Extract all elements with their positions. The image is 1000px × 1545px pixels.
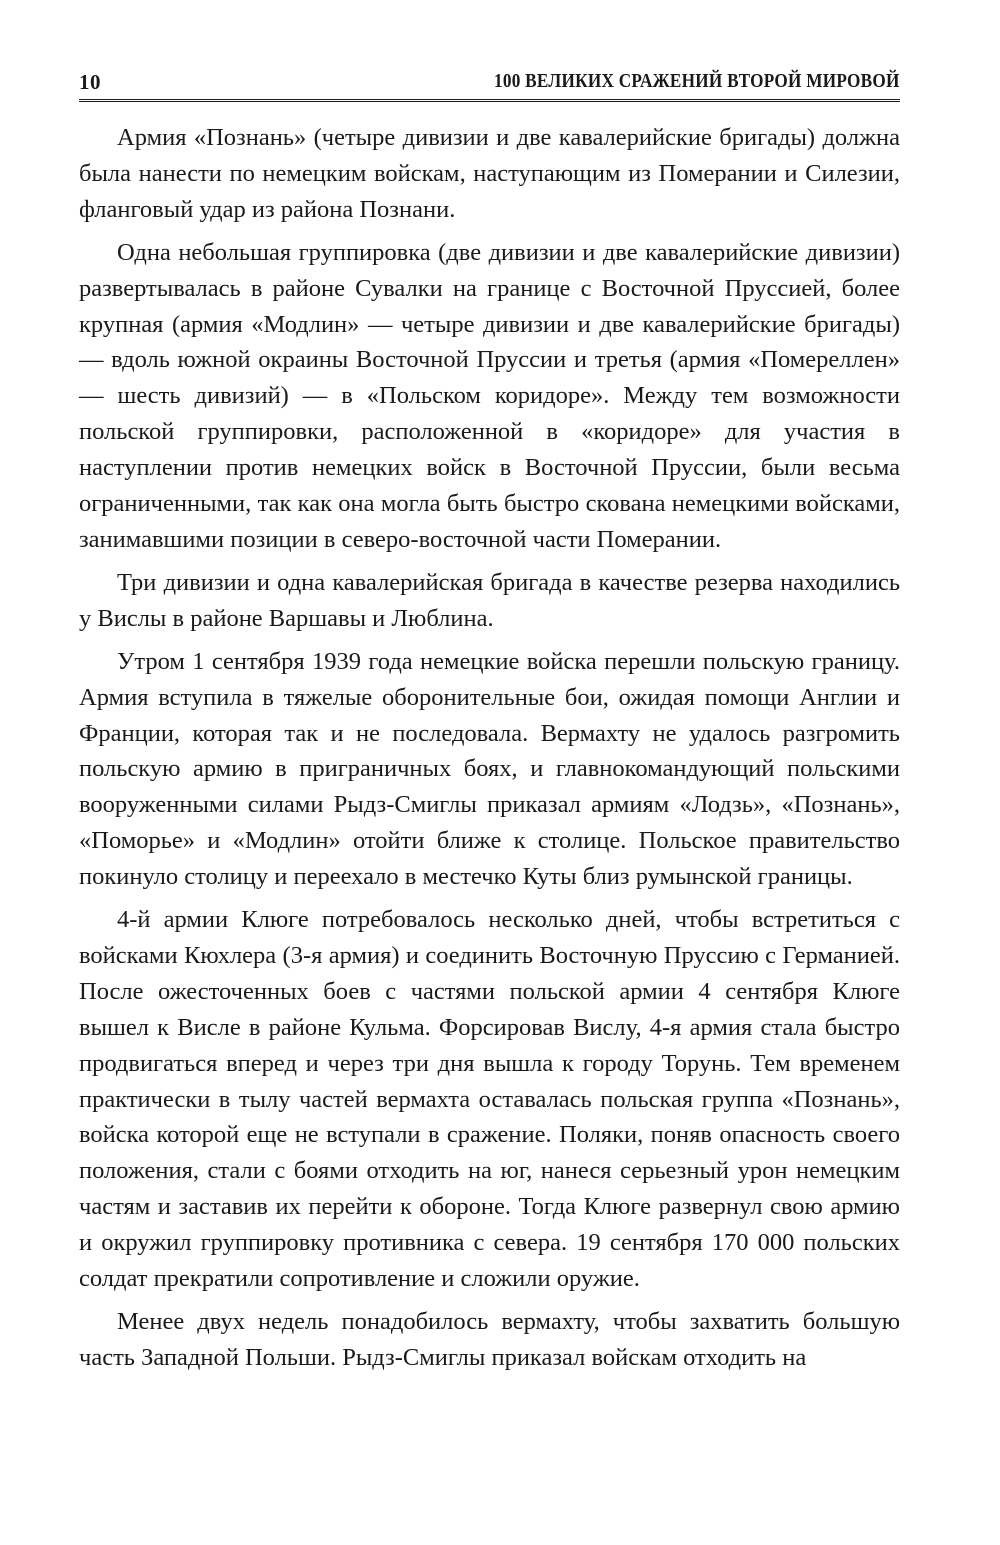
page-number: 10 [79, 70, 101, 94]
paragraph: 4-й армии Клюге потребовалось несколько дней, чтобы встретиться с войсками Кюхлера (3-я армия) и соединить Восточную Пруссию с Германией. После ожесточенных боев с частями польской армии 4 сентября Клюге вышел к Висле в районе Кульма. Форсировав Вислу, 4-я армия стала быстро продвигаться вперед и через три дня вышла к городу Торунь. Тем временем практически в тылу частей вермахта оставалась польская группа «Познань», войска которой еще не вступали в сражение. Поляки, поняв опасность своего положения, стали с боями отходить на юг, нанеся серьезный урон немецким частям и заставив их перейти к обороне. Тогда Клюге развернул свою армию и окружил группировку противника с севера. 19 сентября 170 000 польских солдат прекратили сопротивление и сложили оружие. [79, 906, 900, 1293]
book-page [79, 0, 900, 1545]
paragraph: Армия «Познань» (четыре дивизии и две кавалерийские бригады) должна была нанести по немецким войскам, наступающим из Померании и Силезии, фланговый удар из района Познани. [79, 124, 900, 223]
paragraph: Три дивизии и одна кавалерийская бригада в качестве резерва находились у Вислы в районе Варшавы и Люблина. [79, 568, 900, 632]
body-text [79, 120, 900, 1383]
book-title: 100 ВЕЛИКИХ СРАЖЕНИЙ ВТОРОЙ МИРОВОЙ [494, 70, 900, 92]
paragraph: Утром 1 сентября 1939 года немецкие войска перешли польскую границу. Армия вступила в тяжелые оборонительные бои, ожидая помощи Англии и Франции, которая так и не последовала. Вермахту не удалось разгромить польскую армию в приграничных боях, и главнокомандующий польскими вооруженными силами Рыдз-Смиглы приказал армиям «Лодзь», «Познань», «Поморье» и «Модлин» отойти ближе к столице. Польское правительство покинуло столицу и переехало в местечко Куты близ румынской границы. [79, 647, 900, 891]
paragraph: Одна небольшая группировка (две дивизии и две кавалерийские дивизии) развертывалась в районе Сувалки на границе с Восточной Пруссией, более крупная (армия «Модлин» — четыре дивизии и две кавалерийские бригады) — вдоль южной окраины Восточной Пруссии и третья (армия «Помереллен» — шесть дивизий) — в «Польском коридоре». Между тем возможности польской группировки, расположенной в «коридоре» для участия в наступлении против немецких войск в Восточной Пруссии, были весьма ограниченными, так как она могла быть быстро скована немецкими войсками, занимавшими позиции в северо-восточной части Померании. [79, 238, 900, 553]
running-head [79, 66, 900, 102]
paragraph: Менее двух недель понадобилось вермахту, чтобы захватить большую часть Западной Польши. Рыдз-Смиглы приказал войскам отходить на [79, 1308, 900, 1371]
